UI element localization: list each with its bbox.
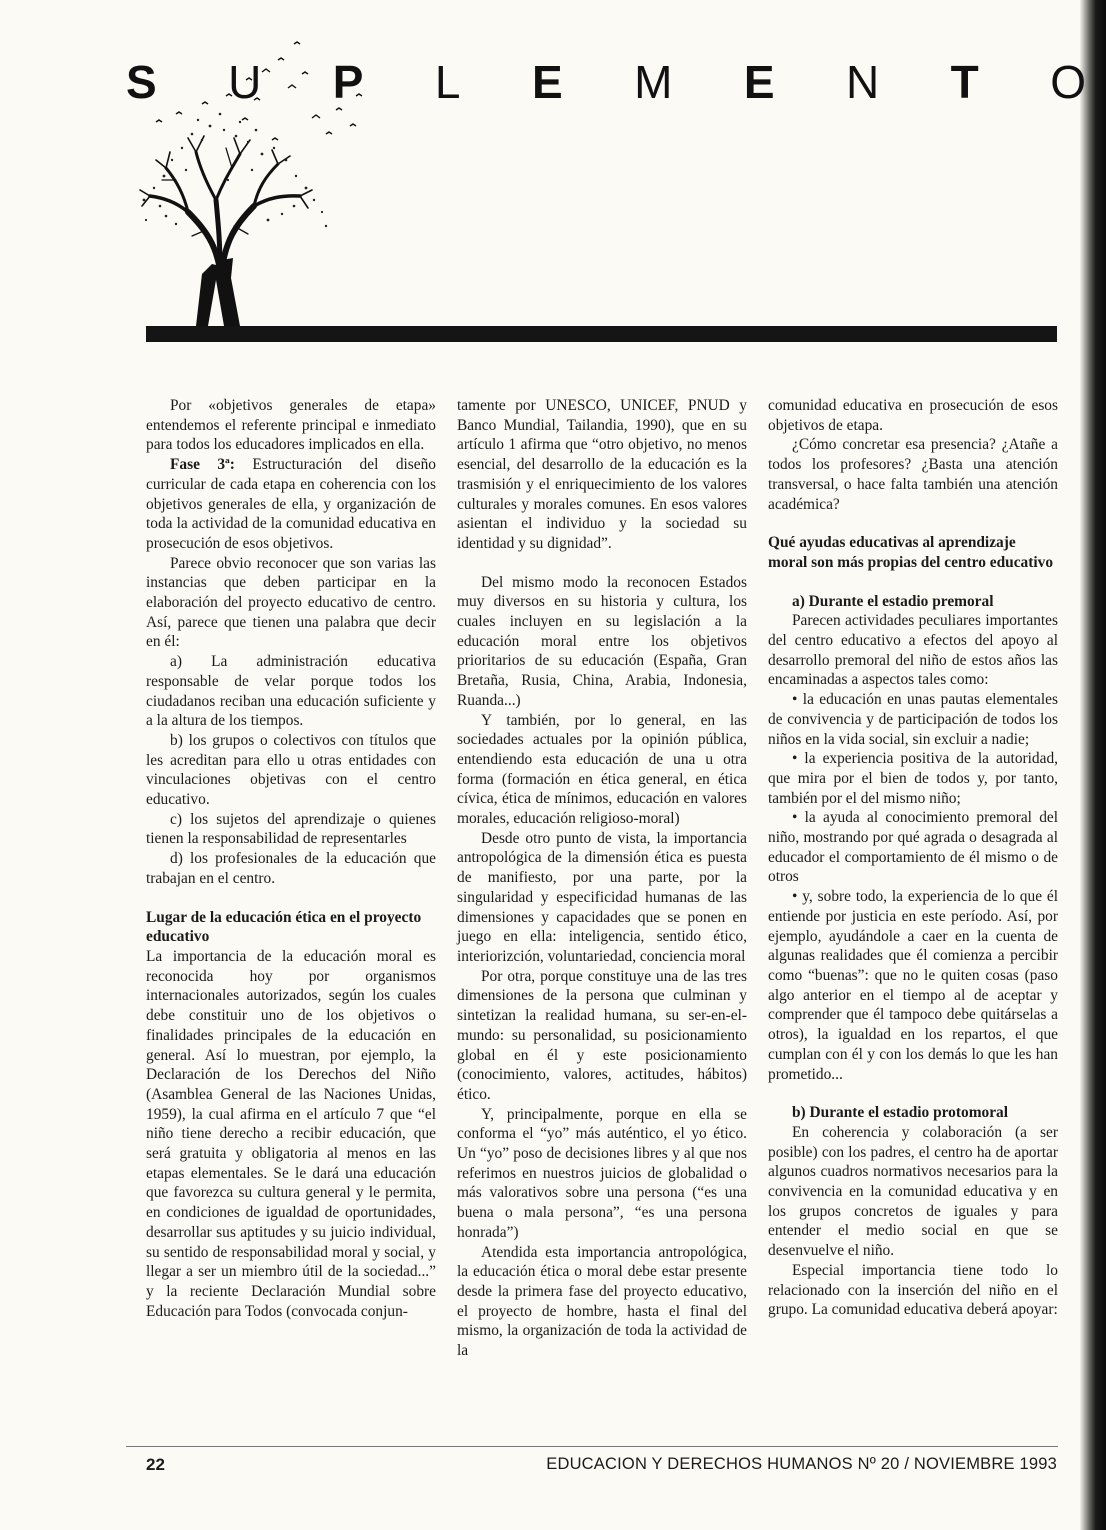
paragraph: Parecen actividades peculiares importantes del centro educativo a efectos del apoyo al desarrollo premoral del niño de estos años las encaminadas a aspectos tales como: [768, 612, 1058, 689]
paragraph: Y también, por lo general, en las sociedades actuales por la opinión pública, entendiendo esta educación de una u otra forma (formación en ética general, en ética cívica, ética de mínimos, educación en valores morales, educación religioso-moral) [457, 711, 747, 828]
masthead-letter: O [1050, 56, 1086, 108]
paragraph: Por «objetivos generales de etapa» entendemos el referente principal e inmediato para todos los educadores implicados en ella. [146, 397, 436, 454]
section-heading: Lugar de la educación ética en el proyecto educativo [146, 908, 422, 946]
masthead-letter: L [434, 56, 461, 108]
paragraph-lead: Fase 3ª: [170, 456, 235, 474]
paragraph: La importancia de la educación moral es reconocida hoy por organismos internacionales autorizados, según los cuales debe constituir uno de los objetivos o finalidades principales de la educación en general. Así lo muestran, por ejemplo, la Declaración de los Derechos del Niño (Asamblea General de las Naciones Unidas, 1959), la cual afirma en el artículo 7 que “el niño tiene derecho a recibir educación, que será gratuita y obligatoria al menos en las etapas elementales. Se le dará una educación que favorezca su cultura general y le permita, en condiciones de igualdad de oportunidades, desarrollar sus aptitudes y su juicio individual, su sentido de responsabilidad moral y social, y llegar a ser un miembro útil de la sociedad...” y la reciente Declaración Mundial sobre Educación para Todos (convocada conjun- [146, 947, 436, 1320]
masthead-letter: E [743, 56, 775, 108]
paragraph: En coherencia y colaboración (a ser posible) con los padres, el centro ha de aportar algunos cuadros normativos necesarios para la convivencia en la comunidad educativa y en los grupos concretos de iguales y para entender el medio social en que se desenvuelve el niño. [768, 1123, 1058, 1260]
paragraph: Atendida esta importancia antropológica, la educación ética o moral debe estar presente desde la primera fase del proyecto educativo, el proyecto de hombre, hasta el final del mismo, la organización de toda la actividad de la [457, 1243, 747, 1360]
paragraph: Parece obvio reconocer que son varias las instancias que deben participar en la elaboración del proyecto educativo de centro. Así, parece que tienen una palabra que decir en él: [146, 554, 436, 651]
paragraph: Especial importancia tiene todo lo relacionado con la inserción del niño en el grupo. La comunidad educativa deberá apoyar: [768, 1261, 1058, 1319]
masthead-letter: P [332, 56, 364, 108]
footer-rule [126, 1446, 1058, 1447]
text-column-1 [146, 396, 436, 1321]
paragraph: comunidad educativa en prosecución de esos objetivos de etapa. [768, 397, 1058, 434]
paragraph: Del mismo modo la reconocen Estados muy diversos en su historia y cultura, los cuales incluyen en su legislación a la educación moral entre los objetivos prioritarios de su educación (España, Gran Bretaña, Rusia, China, Arabia, Indonesia, Ruanda...) [457, 573, 747, 709]
tree-with-birds-icon [136, 30, 376, 332]
subsection-heading: a) Durante el estadio premoral [792, 592, 994, 610]
journal-issue-line: EDUCACION Y DERECHOS HUMANOS Nº 20 / NOVIEMBRE 1993 [546, 1455, 1057, 1473]
masthead-letter: E [531, 56, 563, 108]
paragraph: Y, principalmente, porque en ella se conforma el “yo” más auténtico, el yo ético. Un “yo” poso de decisiones libres y al que nos referimos en nuestros juicios de globalidad o más valorativos sobre una persona (“es una buena o mala persona”, “es una persona honrada”) [457, 1105, 747, 1241]
section-heading: Qué ayudas educativas al aprendizaje moral son más propias del centro educativo [768, 534, 1054, 571]
paragraph: • la educación en unas pautas elementales de convivencia y de participación de todos los niños en la vida social, sin excluir a nadie; [768, 691, 1058, 748]
paragraph: • la experiencia positiva de la autoridad, que mira por el bien de todos y, por tanto, también por el del mismo niño; [768, 750, 1058, 807]
paragraph-text: Estructuración del diseño curricular de cada etapa en coherencia con los objetivos generales de ella, y organización de toda la actividad de la comunidad educativa en prosecución de esos objetivos. [146, 456, 437, 552]
header-black-bar [146, 326, 1057, 342]
subsection-heading: b) Durante el estadio protomoral [792, 1104, 1009, 1122]
book-spine-shadow [1080, 0, 1106, 1530]
masthead-letter: S [126, 56, 157, 108]
paragraph: Desde otro punto de vista, la importancia antropológica de la dimensión ética es puesta de manifiesto, por una parte, por la singularidad y especificidad humanas de las dimensiones y capacidades que se ponen en juego en ella: inteligencia, sentido ético, interiorizción, voluntariedad, conciencia moral [457, 829, 747, 965]
masthead-letter: T [950, 56, 979, 108]
paragraph: • la ayuda al conocimiento premoral del niño, mostrando por qué agrada o desagrada al educador el comportamiento de él mismo o de otros [768, 809, 1058, 886]
page-number: 22 [146, 1455, 165, 1474]
paragraph: • y, sobre todo, la experiencia de lo que él entiende por justicia en este período. Así, por ejemplo, ayudándole a caer en la cuenta de algunas realidades que él comienza a percibir como “buenas”: que no le quiten cosas (paso algo anterior en el tiempo al de aceptar y comprender que él tampoco debe quitárselas a otros), la igualdad en los repartos, el que cumplan con él y con los demás lo que les han prometido... [768, 888, 1058, 1083]
paragraph: d) los profesionales de la educación que trabajan en el centro. [146, 850, 436, 887]
text-column-2 [457, 396, 747, 1361]
masthead-letter: N [845, 56, 880, 108]
paragraph: tamente por UNESCO, UNICEF, PNUD y Banco Mundial, Tailandia, 1990), que en su artículo 1 afirma que “otro objetivo, no menos esencial, del desarrollo de la educación es la trasmisión y el enriquecimiento de los valores culturales y morales comunes. En esos valores asientan el individuo y la sociedad su identidad y su dignidad”. [457, 397, 747, 552]
masthead-letter: U [228, 56, 262, 108]
paragraph: a) La administración educativa responsable de velar porque todos los ciudadanos reciban una educación suficiente y a la altura de los tiempos. [146, 653, 436, 730]
paragraph: Por otra, porque constituye una de las tres dimensiones de la persona que culminan y sintetizan la realidad humana, su ser-en-el-mundo: su personalidad, su posicionamiento global en él y este posicionamiento (conocimiento, valores, actitudes, hábitos) ético. [457, 967, 747, 1103]
paragraph: c) los sujetos del aprendizaje o quienes tienen la responsabilidad de representarles [146, 810, 436, 848]
text-column-3 [768, 396, 1058, 1320]
paragraph [146, 455, 436, 554]
masthead-letter: M [634, 56, 673, 108]
paragraph: ¿Cómo concretar esa presencia? ¿Atañe a todos los profesores? ¿Basta una atención transversal, o hace falta también una atención académica? [768, 436, 1058, 513]
paragraph: b) los grupos o colectivos con títulos que les acreditan para ello u otras entidades con vinculaciones objetivas con el centro educativo. [146, 731, 436, 809]
